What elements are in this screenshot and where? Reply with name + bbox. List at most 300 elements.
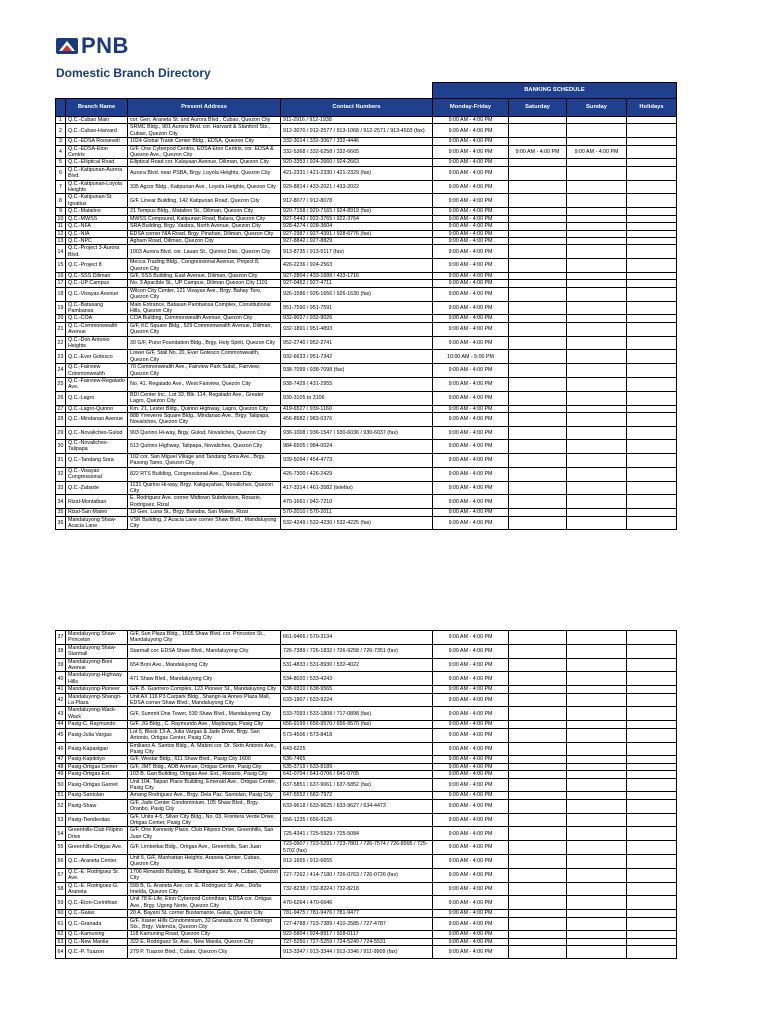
schedule-monday-friday: 9:00 AM - 4:00 PM [433,391,509,405]
branch-number: 24 [56,364,66,378]
branch-contact: 920-7158 / 920-7165 / 924-8919 (fax) [281,208,433,215]
schedule-holidays [627,516,677,530]
branch-number: 18 [56,287,66,301]
table-row [56,516,677,530]
schedule-saturday [509,827,567,841]
table-row [56,166,677,180]
branch-address: Lower G/F, Stall No. 20, Ever Gotesco Commonwealth, Quezon City [128,350,281,364]
branch-address: SRA Building, Brgy. Vasbra, North Avenue, Quezon City [128,223,281,230]
table-row [56,799,677,813]
schedule-holidays [627,756,677,763]
branch-number: 26 [56,391,66,405]
schedule-holidays [627,378,677,392]
branch-address: 70 Commonwealth Ave., Fairview Park Subd., Fairview, Quezon City [128,364,281,378]
schedule-sunday [567,728,627,742]
branch-name: Mandaluyong-Boni Avenue [66,658,128,672]
schedule-saturday [509,516,567,530]
branch-contact: 647-5552 / 682-7972 [281,792,433,799]
page-title: Domestic Branch Directory [56,66,211,80]
branch-name: Mandaluyong-Shangri-La Plaza [66,693,128,707]
branch-name: Mandaluyong-Highway Hills [66,672,128,686]
branch-contact: 726-7389 / 726-1832 / 726-9258 / 726-7351 (fax) [281,644,433,658]
schedule-holidays [627,215,677,222]
branch-contact: 932-9027 / 932-9026 [281,315,433,322]
branch-name: Q.C.-Kamuning [66,931,128,938]
branch-address: EDSA corner NIA Road, Brgy. Pinahan, Diliman, Quezon City [128,230,281,237]
branch-contact: 725-4341 / 725-5929 / 725-5084 [281,827,433,841]
branch-name: Q.C.-Fairview Commonwealth [66,364,128,378]
branch-name: Greenhills-Club Filipino Drive [66,827,128,841]
schedule-monday-friday: 9:00 AM - 4:00 PM [433,672,509,686]
schedule-monday-friday: 9:00 AM - 4:00 PM [433,917,509,931]
schedule-holidays [627,693,677,707]
schedule-holidays [627,896,677,910]
schedule-saturday [509,166,567,180]
branch-name: Q.C.-New Manila [66,938,128,945]
schedule-sunday [567,259,627,273]
schedule-sunday: 9:00 AM - 4:00 PM [567,145,627,159]
schedule-monday-friday: 9:00 AM - 4:00 PM [433,792,509,799]
schedule-monday-friday: 9:00 AM - 4:00 PM [433,180,509,194]
branch-number: 34 [56,495,66,509]
branch-contact: 636-7465 [281,756,433,763]
schedule-saturday [509,180,567,194]
branch-name: Q.C.-Fairview-Regalado Ave. [66,378,128,392]
schedule-holidays [627,322,677,336]
table-row [56,194,677,208]
schedule-holidays [627,771,677,778]
table-row [56,813,677,827]
schedule-monday-friday: 9:00 AM - 4:00 PM [433,827,509,841]
branch-name: Q.C.-P. Tuazon [66,946,128,959]
schedule-sunday [567,827,627,841]
branch-contact: 928-4274 / 928-3604 [281,223,433,230]
schedule-holidays [627,166,677,180]
schedule-saturday [509,917,567,931]
table-row [56,245,677,259]
schedule-saturday [509,938,567,945]
branch-contact: 927-0452 / 927-4711 [281,280,433,287]
schedule-monday-friday: 9:00 AM - 4:00 PM [433,931,509,938]
schedule-saturday [509,896,567,910]
branch-address: G/F, Xavier Hills Condominium, 32 Granada cor. N. Domingo Sts., Brgy. Valencia, Quezon City [128,917,281,931]
branch-name: Q.C.-Project 3-Aurora Blvd. [66,245,128,259]
schedule-holidays [627,230,677,237]
branch-number: 49 [56,771,66,778]
schedule-saturday [509,792,567,799]
branch-address: Starmall cor. EDSA Shaw Blvd., Mandaluyong City [128,644,281,658]
schedule-sunday [567,245,627,259]
schedule-sunday [567,301,627,315]
schedule-saturday [509,707,567,721]
schedule-saturday [509,194,567,208]
schedule-holidays [627,413,677,427]
schedule-holidays [627,180,677,194]
branch-address: 30 G/F, Puno Foundation Bldg., Brgy. Holy Spirit, Quezon City [128,336,281,350]
schedule-saturday [509,931,567,938]
table-row [56,350,677,364]
schedule-monday-friday: 9:00 AM - 4:00 PM [433,440,509,454]
table-row [56,882,677,896]
schedule-monday-friday: 9:00 AM - 4:00 PM [433,138,509,145]
branch-number: 41 [56,686,66,693]
schedule-holidays [627,946,677,959]
branch-contact: 532-4249 / 532-4230 / 532-4225 (fax) [281,516,433,530]
schedule-holidays [627,481,677,495]
branch-name: Pasig-Ortigas Garnet [66,778,128,792]
branch-address: Amang Rodriguez Ave., Brgy. Dela Paz, Santolan, Pasig City [128,792,281,799]
branch-address: COA Building, Commonwealth Avenue, Quezon City [128,315,281,322]
schedule-holidays [627,672,677,686]
schedule-saturday [509,230,567,237]
branch-name: Pasig-Kapitolyo [66,756,128,763]
schedule-sunday [567,792,627,799]
schedule-sunday [567,495,627,509]
schedule-saturday [509,644,567,658]
schedule-saturday [509,336,567,350]
branch-contact: 637-5851 / 637-9061 / 637-5852 (fax) [281,778,433,792]
banking-schedule-header: BANKING SCHEDULE [433,83,677,99]
table-row [56,405,677,412]
schedule-sunday [567,453,627,467]
branch-address: 471 Shaw Blvd., Mandaluyong City [128,672,281,686]
branch-name: Q.C.-Commonwealth Avenue [66,322,128,336]
schedule-saturday [509,841,567,855]
branch-number: 63 [56,938,66,945]
branch-number: 53 [56,813,66,827]
schedule-holidays [627,391,677,405]
branch-number: 28 [56,413,66,427]
branch-address: E. Rodriguez Ave. corner Midtown Subdivision, Rosario, Rodriguez, Rizal [128,495,281,509]
branch-number: 33 [56,481,66,495]
schedule-monday-friday: 9:00 AM - 4:00 PM [433,315,509,322]
schedule-holidays [627,792,677,799]
schedule-holidays [627,763,677,770]
schedule-holidays [627,364,677,378]
branch-number: 6 [56,166,66,180]
schedule-monday-friday: 9:00 AM - 4:00 PM [433,721,509,728]
schedule-monday-friday: 9:00 AM - 4:00 PM [433,117,509,124]
branch-number: 46 [56,742,66,756]
branch-contact: 656-1235 / 656-9126 [281,813,433,827]
table-row [56,117,677,124]
schedule-saturday [509,728,567,742]
branch-contact: 417-3314 / 461-3582 (telefax) [281,481,433,495]
table-row [56,792,677,799]
schedule-saturday [509,467,567,481]
schedule-monday-friday: 9:00 AM - 4:00 PM [433,245,509,259]
branch-number: 56 [56,855,66,869]
schedule-holidays [627,931,677,938]
schedule-sunday [567,868,627,882]
branch-number: 38 [56,644,66,658]
branch-name: Q.C.-Ever Gotesco [66,350,128,364]
schedule-saturday [509,813,567,827]
branch-name: Q.C.-Lagro-Quirino [66,405,128,412]
table-row [56,145,677,159]
schedule-monday-friday: 9:00 AM - 4:00 PM [433,728,509,742]
schedule-saturday [509,481,567,495]
schedule-saturday [509,364,567,378]
branch-contact: 932-6633 / 951-7342 [281,350,433,364]
pnb-logo [56,33,129,58]
table-row [56,426,677,439]
branch-contact: 932-1891 / 951-4893 [281,322,433,336]
schedule-sunday [567,882,627,896]
schedule-monday-friday: 9:00 AM - 4:00 PM [433,799,509,813]
branch-name: Q.C.-Tandang Sora [66,453,128,467]
branch-contact: 635-3719 / 633-8189 [281,763,433,770]
schedule-monday-friday: 9:00 AM - 4:00 PM [433,481,509,495]
branch-number: 62 [56,931,66,938]
branch-contact: 781-9475 / 781-9476 / 781-9477 [281,910,433,917]
branch-contact: 929-8814 / 433-2021 / 433-2022 [281,180,433,194]
schedule-sunday [567,223,627,230]
table-row [56,509,677,516]
schedule-monday-friday: 9:00 AM - 4:00 PM [433,910,509,917]
branch-name: Q.C.-Batasang Pambansa [66,301,128,315]
branch-name: Greenhills-Ortigas Ave. [66,841,128,855]
branch-table [55,82,677,530]
table-row [56,138,677,145]
schedule-saturday [509,910,567,917]
table-row [56,272,677,279]
schedule-sunday [567,742,627,756]
branch-number: 32 [56,467,66,481]
schedule-holidays [627,827,677,841]
schedule-holidays [627,117,677,124]
schedule-saturday [509,215,567,222]
schedule-sunday [567,658,627,672]
branch-contact: 732-8238 / 732-8224 / 732-8218 [281,882,433,896]
schedule-sunday [567,896,627,910]
branch-number: 8 [56,194,66,208]
branch-name: Q.C.-Elliptical Road [66,159,128,166]
schedule-saturday [509,672,567,686]
schedule-sunday [567,644,627,658]
schedule-sunday [567,405,627,412]
sunday-header: Sunday [567,99,627,117]
branch-name: Q.C.-Visayas Avenue [66,287,128,301]
schedule-saturday [509,322,567,336]
branch-contact: 920-3353 / 924-2660 / 924-2663 [281,159,433,166]
schedule-saturday [509,721,567,728]
branch-address: Wilcon City Center, 121 Visayas Ave., Brgy. Bahay Toro, Quezon City [128,287,281,301]
schedule-holidays [627,350,677,364]
branch-contact: 912-3070 / 912-2577 / 913-1068 / 912-2571 / 913-4503 (fax) [281,124,433,138]
schedule-holidays [627,917,677,931]
schedule-monday-friday: 9:00 AM - 4:00 PM [433,364,509,378]
branch-address: 19 Gen. Luna St., Brgy. Banaba, San Mateo, Rizal [128,509,281,516]
branch-number: 1 [56,117,66,124]
schedule-saturday [509,223,567,230]
schedule-monday-friday: 9:00 AM - 4:00 PM [433,405,509,412]
schedule-sunday [567,771,627,778]
schedule-holidays [627,159,677,166]
branch-number: 30 [56,440,66,454]
table-row [56,208,677,215]
branch-name: Q.C.-Katipunan-St. Ignatius [66,194,128,208]
table-row [56,827,677,841]
branch-address: G/F, One Kennedy Place, Club Filipino Drive, Greenhills, San Juan City [128,827,281,841]
branch-number: 52 [56,799,66,813]
branch-name: Q.C.-UP Campus [66,280,128,287]
branch-table-continued [55,630,677,959]
branch-address: Mecca Trading Bldg., Congressional Avenue, Project 8, Quezon City [128,259,281,273]
branch-number: 61 [56,917,66,931]
branch-number: 10 [56,215,66,222]
pnb-logo-icon [56,36,78,56]
branch-contact: 938-7099 / 938-7098 (fax) [281,364,433,378]
branch-contact: 951-7590 / 951-7591 [281,301,433,315]
branch-contact: 426-2236 / 924-2563 [281,259,433,273]
branch-contact: 922-5804 / 924-8917 / 928-0117 [281,931,433,938]
holidays-header: Holidays [627,99,677,117]
schedule-saturday [509,631,567,645]
branch-contact: 456-8582 / 983-0376 [281,413,433,427]
schedule-sunday [567,707,627,721]
branch-number: 19 [56,301,66,315]
contact-header: Contact Numbers [281,99,433,117]
schedule-holidays [627,124,677,138]
branch-address: 1706 Rimando Building, E. Rodriguez Sr. Ave., Cubao, Quezon City [128,868,281,882]
branch-address: Agham Road, Diliman, Quezon City [128,237,281,244]
branch-contact: 952-2740 / 952-2741 [281,336,433,350]
table-row [56,259,677,273]
schedule-holidays [627,301,677,315]
branch-address: 279 P. Tuazon Blvd., Cubao, Quezon City [128,946,281,959]
schedule-saturday [509,756,567,763]
schedule-holidays [627,938,677,945]
schedule-monday-friday: 9:00 AM - 4:00 PM [433,896,509,910]
branch-name: Q.C.-NPC [66,237,128,244]
schedule-saturday [509,378,567,392]
brand-name: PNB [81,33,129,58]
schedule-holidays [627,495,677,509]
branch-contact: 926-1586 / 926-1656 / 926-1630 (fax) [281,287,433,301]
branch-contact: 911-2916 / 912-1938 [281,117,433,124]
schedule-monday-friday: 9:00 AM - 4:00 PM [433,516,509,530]
schedule-sunday [567,166,627,180]
schedule-saturday [509,315,567,322]
branch-address: Lot 5, Block 13-A, Julia Vargas & Jade Drive, Brgy. San Antonio, Ortigas Center, Pasig City [128,728,281,742]
table-row [56,180,677,194]
schedule-monday-friday: 9:00 AM - 4:00 PM [433,644,509,658]
branch-number: 59 [56,896,66,910]
schedule-holidays [627,145,677,159]
schedule-sunday [567,230,627,237]
branch-name-header: Branch Name [66,99,128,117]
table-row [56,686,677,693]
table-row [56,931,677,938]
schedule-sunday [567,215,627,222]
schedule-sunday [567,426,627,439]
schedule-sunday [567,440,627,454]
schedule-sunday [567,841,627,855]
schedule-saturday [509,693,567,707]
branch-address: G/F, Units 4-5, Silver City Bldg., No. 03, Frontera Verde Drive, Ortigas Center, Pasig City [128,813,281,827]
branch-number: 29 [56,426,66,439]
schedule-monday-friday: 9:00 AM - 4:00 PM [433,771,509,778]
branch-number: 40 [56,672,66,686]
branch-contact: 531-4833 / 531-8930 / 532-4022 [281,658,433,672]
branch-contact: 573-4506 / 573-8418 [281,728,433,742]
schedule-holidays [627,855,677,869]
table-row [56,763,677,770]
schedule-monday-friday: 9:00 AM - 4:00 PM [433,509,509,516]
branch-number: 47 [56,756,66,763]
schedule-holidays [627,644,677,658]
schedule-monday-friday: 9:00 AM - 4:00 PM [433,658,509,672]
branch-address: 654 Boni Ave., Mandaluyong City [128,658,281,672]
branch-address: 822 RTS Building, Congressional Ave., Quezon City [128,467,281,481]
schedule-saturday [509,763,567,770]
schedule-sunday [567,336,627,350]
branch-address: G/F, Linear Building, 142 Katipunan Road, Quezon City [128,194,281,208]
branch-number: 58 [56,882,66,896]
branch-address: 888 Yrreverre Square Bldg., Mindanao Ave., Brgy. Talipapa, Novaliches, Quezon City [128,413,281,427]
branch-number: 4 [56,145,66,159]
schedule-sunday [567,778,627,792]
branch-number: 42 [56,693,66,707]
schedule-holidays [627,742,677,756]
table-row [56,707,677,721]
schedule-saturday [509,350,567,364]
branch-address: 20 A. Bayani St. corner Bustamante, Galas, Quezon City [128,910,281,917]
schedule-holidays [627,721,677,728]
branch-contact: 927-8842 / 927-8829 [281,237,433,244]
branch-number: 11 [56,223,66,230]
branch-address: G/F, JG Bldg., C. Raymundo Ave., Maybunga, Pasig City [128,721,281,728]
branch-number: 12 [56,230,66,237]
schedule-monday-friday: 9:00 AM - 4:00 PM [433,938,509,945]
branch-name: Q.C.-Araneta Center [66,855,128,869]
schedule-sunday [567,138,627,145]
branch-contact: 534-8020 / 533-4243 [281,672,433,686]
branch-number: 7 [56,180,66,194]
branch-contact: 936-1008 / 936-1547 / 930-6036 / 930-6037 (fax) [281,426,433,439]
schedule-saturday [509,855,567,869]
table-row [56,336,677,350]
schedule-saturday [509,259,567,273]
schedule-sunday [567,938,627,945]
schedule-monday-friday: 9:00 AM - 4:00 PM [433,272,509,279]
branch-contact: 927-2804 / 433-1688 / 433-1716 [281,272,433,279]
schedule-holidays [627,778,677,792]
schedule-sunday [567,280,627,287]
schedule-holidays [627,882,677,896]
schedule-holidays [627,658,677,672]
branch-address: No. 41, Regalado Ave., West Fairview, Quezon City [128,378,281,392]
schedule-saturday [509,495,567,509]
table-row [56,453,677,467]
branch-address: Unit AX 116 P3 Carpark Bldg., Shangri-la Annex Plaza Mall, EDSA corner Shaw Blvd., Mandaluyong City [128,693,281,707]
branch-address: No. 3 Apacible St., UP Campus, Diliman Quezon City 1101 [128,280,281,287]
schedule-sunday [567,946,627,959]
branch-name: Q.C.-EDSA Roosevelt [66,138,128,145]
header-spacer [56,83,433,99]
branch-name: Q.C.-Matalino [66,208,128,215]
branch-name: Q.C.-SSS Diliman [66,272,128,279]
branch-contact: 912-8077 / 912-8078 [281,194,433,208]
schedule-sunday [567,237,627,244]
schedule-monday-friday: 9:00 AM - 4:00 PM [433,145,509,159]
table-row [56,672,677,686]
branch-name: Pasig-Tiendesitas [66,813,128,827]
branch-address: 102 cor. San Miguel Village and Tandang Sora Ave., Brgy. Pasong Tamo, Quezon City [128,453,281,467]
schedule-holidays [627,799,677,813]
branch-number: 5 [56,159,66,166]
